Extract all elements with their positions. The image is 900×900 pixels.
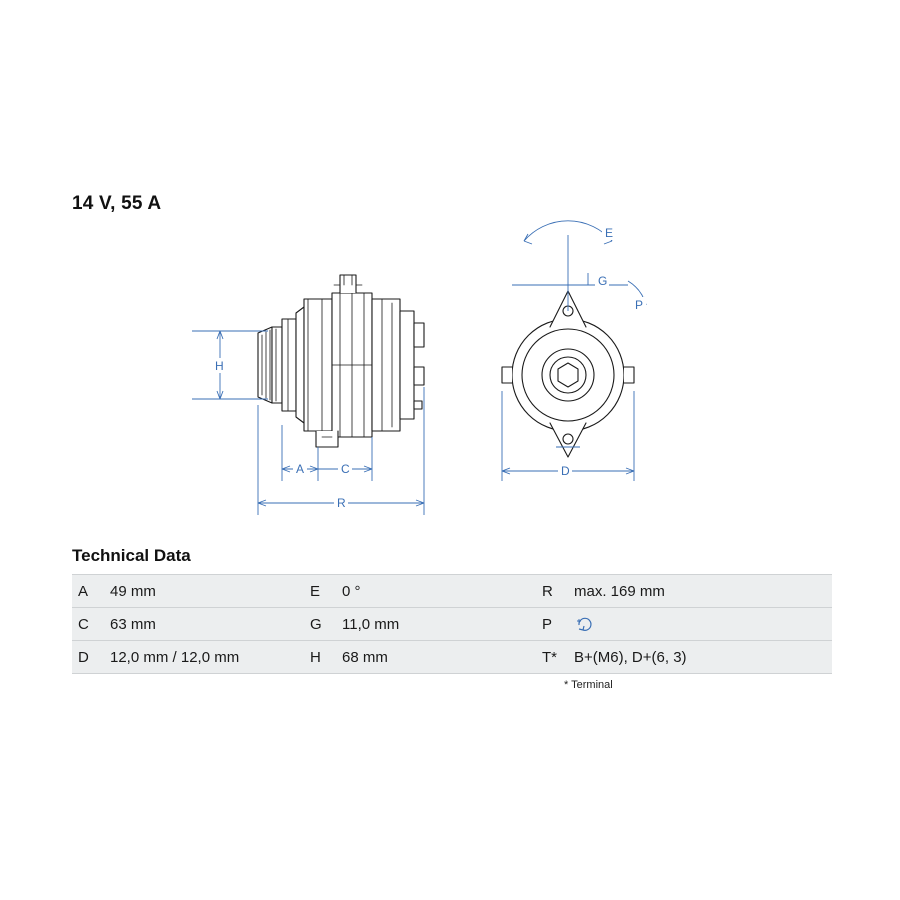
row-value-p — [568, 608, 832, 641]
dimension-label-C: C — [341, 462, 350, 476]
row-key-c: C — [72, 608, 104, 641]
row-value-c: 63 mm — [104, 608, 304, 641]
page-title: 14 V, 55 A — [72, 193, 162, 214]
table-row — [72, 608, 832, 641]
row-value-h: 68 mm — [336, 641, 536, 674]
row-key-a: A — [72, 575, 104, 608]
row-value-e: 0 ° — [336, 575, 536, 608]
table-row — [72, 575, 832, 608]
row-value-a: 49 mm — [104, 575, 304, 608]
row-key-h: H — [304, 641, 336, 674]
rotation-direction-icon — [574, 615, 598, 633]
row-key-d: D — [72, 641, 104, 674]
row-value-t: B+(M6), D+(6, 3) — [568, 641, 832, 674]
dimension-label-D: D — [561, 464, 570, 478]
technical-data-heading: Technical Data — [72, 546, 191, 565]
table-footnote: * Terminal — [564, 679, 613, 691]
row-key-g: G — [304, 608, 336, 641]
dimension-label-E: E — [605, 226, 614, 240]
row-key-t: T* — [536, 641, 568, 674]
row-key-p: P — [536, 608, 568, 641]
dimension-label-G: G — [598, 274, 608, 288]
dimension-label-R: R — [337, 496, 346, 510]
row-value-g: 11,0 mm — [336, 608, 536, 641]
technical-data-section — [72, 546, 832, 691]
dimension-label-P: P — [635, 298, 644, 312]
row-value-r: max. 169 mm — [568, 575, 832, 608]
dimension-label-A: A — [296, 462, 305, 476]
dimension-label-H: H — [215, 359, 224, 373]
row-key-r: R — [536, 575, 568, 608]
table-row — [72, 641, 832, 674]
technical-data-table — [72, 574, 832, 674]
row-value-d: 12,0 mm / 12,0 mm — [104, 641, 304, 674]
technical-drawing — [72, 215, 832, 535]
row-key-e: E — [304, 575, 336, 608]
